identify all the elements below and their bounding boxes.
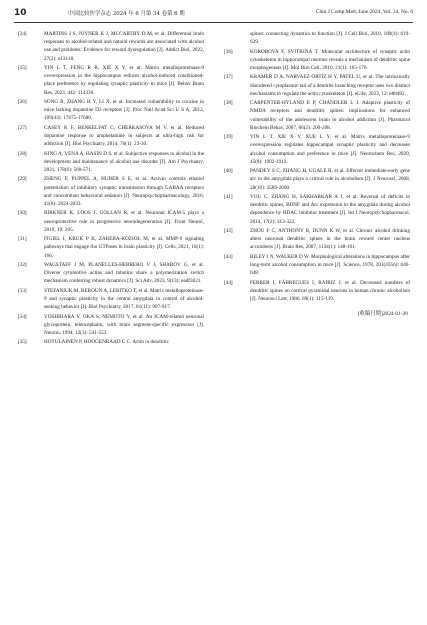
page-number: 10 [14, 8, 27, 18]
reference-text: YIN L T, XIE X Y, XUE L Y, et al. Matrix metalloproteinase-9 overexpression regulates hippocampal synaptic plasticity and decreases alcohol consumption and preference in mice [J]. Neurochem Res, 2020, 45(8): 1902-1912. [250, 134, 410, 165]
reference-number: [24] [18, 31, 27, 37]
reference-number: [28] [18, 150, 27, 157]
reference-number: [26] [18, 99, 27, 105]
reference-item [18, 175, 204, 208]
journal-title-cn: 中国比较医学杂志 2024 年 6 月第 34 卷第 6 期 [68, 11, 185, 17]
reference-text: ZHOU F C, ANTHONY B, DUNN K W, et al. Chronic alcohol drinking alters neuronal dendritic spines in the brain reward center nucleus accumbens [J]. Brain Res, 2007, 1134(1): 148-161. [250, 227, 410, 251]
reference-number: [38] [224, 100, 233, 107]
journal-title-en: Chin J Comp Med, June 2024, Vol. 34, No. 6 [315, 9, 413, 15]
reference-text: PANDEY S C, ZHANG H, UGALE R, et al. Effector immediate-early gene arc in the amygdala plays a critical role in alcoholism [J]. J Neurosci, 2008, 28(10): 2589-2600. [250, 168, 410, 191]
reference-number: [43] [224, 253, 233, 260]
reference-number: [27] [18, 124, 27, 131]
reference-text: ZHENG F, PUPPEL A, HUBER S E, et al. Activin controls ethanol potentiation of inhibitory synaptic transmission through GABAA receptors and concomitant behavioral sedation [J]. Neuropsychopharmacology, 2016, 41(8): 2024-2033. [44, 176, 204, 207]
reference-number: [25] [18, 65, 27, 71]
reference-number: [34] [18, 313, 27, 320]
reference-text: KRAMER D A, NARVAEZ-ORTIZ H Y, PATEL U, et al. The intrinsically disordered cytoplasmic tail of a dendrite branching receptor uses two distinct mechanisms to regulate the actin cytoskeleton [J]. eLife, 2023, 12: e88492. [250, 74, 410, 97]
reference-number: [36] [224, 48, 233, 55]
reference-number: [40] [224, 168, 233, 175]
reference-text: CASEY K F, BENKELFAT C, CHERKASOVA M V, et al. Reduced dopamine response to amphetamine in subjects at ultra-high risk for addiction [J]. Biol Psychiatry, 2014, 76(1): 23-30. [44, 124, 204, 148]
reference-item [18, 98, 204, 123]
header-rule [14, 22, 413, 23]
reference-item [224, 279, 410, 304]
reference-item [18, 261, 204, 286]
reference-item [18, 313, 204, 338]
reference-text: KING A, VENA A, HASIN D S, et al. Subjective responses to alcohol in the development and maintenance of alcohol use disorder [J]. Am J Psychiatry, 2021, 178(6): 560-571. [44, 150, 204, 173]
references-column-right [224, 30, 410, 317]
reference-number: [44] [224, 279, 233, 286]
reference-item [224, 73, 410, 98]
reference-item [224, 193, 410, 226]
reference-item [224, 48, 410, 73]
reference-text: spines: connecting dynamics to function [J]. J Cell Biol, 2010, 189(4): 619-629. [250, 31, 410, 46]
reference-text: SONG R, ZHANG H Y, LI X, et al. Increased vulnerability to cocaine in mice lacking dopamine D3 receptors [J]. Proc Natl Acad Sci U S A, 2012, 109(43): 17675-17680. [44, 99, 204, 122]
reference-text: FERRER I, FÀBREGUES I, RAIRIZ J, et al. Decreased numbers of dendritic spines on cortical pyramidal neurons in human chronic alcoholism [J]. Neurosci Lett, 1986, 69(1): 115-119. [250, 279, 410, 302]
reference-item [224, 167, 410, 192]
references-column-left [18, 30, 204, 348]
reference-item [18, 287, 204, 312]
reference-item [18, 30, 204, 63]
reference-item [224, 30, 410, 46]
reference-text: KOROBOVA F, SVITKINA T. Molecular architecture of synaptic actin cytoskeleton in hippocampal neurons reveals a mechanism of dendritic spine morphogenesis [J]. Mol Biol Cell, 2010, 21(1): 165-176. [250, 48, 410, 71]
reference-item [224, 227, 410, 252]
reference-number: [32] [18, 261, 27, 268]
reference-text: YOSHIHARA Y, OKA S, NEMOTO Y, et al. An ICAM-related neuronal glycoprotein, telencephalin, with brain segment-specific expression [J]. Neuron, 1994, 12(3): 541-553. [44, 313, 204, 336]
reference-text: BIRKNER K, LOOS J, GOLLAN R, et al. Neuronal ICAM-5 plays a neuroprotective role in progressive neurodegeneration [J]. Front Neurol, 2019, 10: 205. [44, 210, 204, 233]
reference-number: [31] [18, 236, 27, 243]
reference-item [224, 99, 410, 132]
reference-item [18, 209, 204, 234]
reference-item [224, 133, 410, 166]
references-section [18, 30, 410, 610]
reference-number: [39] [224, 134, 233, 141]
reference-text: RILEY J N, WALKER D W. Morphological alterations in hippocampus after long-term alcohol consumption in mice [J]. Science, 1978, 201(4356): 646-648. [250, 253, 410, 277]
reference-item [224, 253, 410, 278]
reference-text: FIGIEL I, KRUK P K, ZAREBA-KOZIOŁ M, et al. MMP-9 signaling pathways that engage rho GTPases in brain plasticity [J]. Cells, 2021, 10(1): 166. [44, 236, 204, 259]
received-date: [收稿日期]2024-01-20 [357, 311, 408, 318]
reference-number: [35] [18, 339, 27, 346]
reference-item [18, 235, 204, 260]
reference-text: YIN L T, FENG R R, XIE X Y, et al. Matrix metalloproteinase-9 overexpression in the hippocampus reduces alcohol-induced conditioned-place preference by regulating synaptic plasticity in mice [J]. Behav Brain Res, 2023, 442: 114330. [44, 65, 204, 96]
page-header [14, 8, 413, 22]
reference-number: [42] [224, 227, 233, 234]
reference-text: CARPENTER-HYLAND E P, CHANDLER L J. Adaptive plasticity of NMDA receptors and dendritic spines: implications for enhanced vulnerability of the adolescent brain to alcohol addiction [J]. Pharmacol Biochem Behav, 2007, 86(2): 200-208. [250, 100, 410, 131]
reference-text: WAGSTAFF J M, PLANELLES-HERRERO V J, SHAROV G, et al. Diverse cytomotive actins and tubulins share a polymerization switch mechanism conferring robust dynamics [J]. Sci Adv, 2023, 9(13): eadf3021. [44, 261, 204, 285]
reference-text: MARTINS J S, JOYNER K J, MCCARTHY D M, et al. Differential brain responses to alcohol-related and natural rewards are associated with alcohol use and problems: Evidence for reward dysregulation [J]. Addict Biol, 2022, 27(2): e13118. [44, 31, 204, 62]
reference-number: [29] [18, 176, 27, 183]
reference-item [18, 64, 204, 97]
reference-number: [41] [224, 193, 233, 200]
reference-item [18, 124, 204, 149]
reference-text: YOU C, ZHANG H, SAKHARKAR A J, et al. Reversal of deficits in dendritic spines, BDNF and Arc expression in the amygdala during alcohol dependence by HDAC inhibitor treatment [J]. Int J Neuropsychopharmacol, 2014, 17(2): 313-322. [250, 193, 410, 225]
reference-number: [30] [18, 210, 27, 217]
reference-text: STEFANIUK M, BEROUN A, LEBITKO T, et al. Matrix metalloproteinase-9 and synaptic plasticity in the central amygdala in control of alcohol-seeking behavior [J]. Biol Psychiatry, 2017, 81(11): 907-917. [44, 287, 204, 311]
reference-number: [37] [224, 74, 233, 81]
reference-item [18, 150, 204, 175]
reference-text: HOTULAINEN P, HOOGENRAAD C C. Actin in dendritic [44, 339, 169, 346]
reference-number: [33] [18, 287, 27, 294]
reference-item [18, 338, 204, 346]
